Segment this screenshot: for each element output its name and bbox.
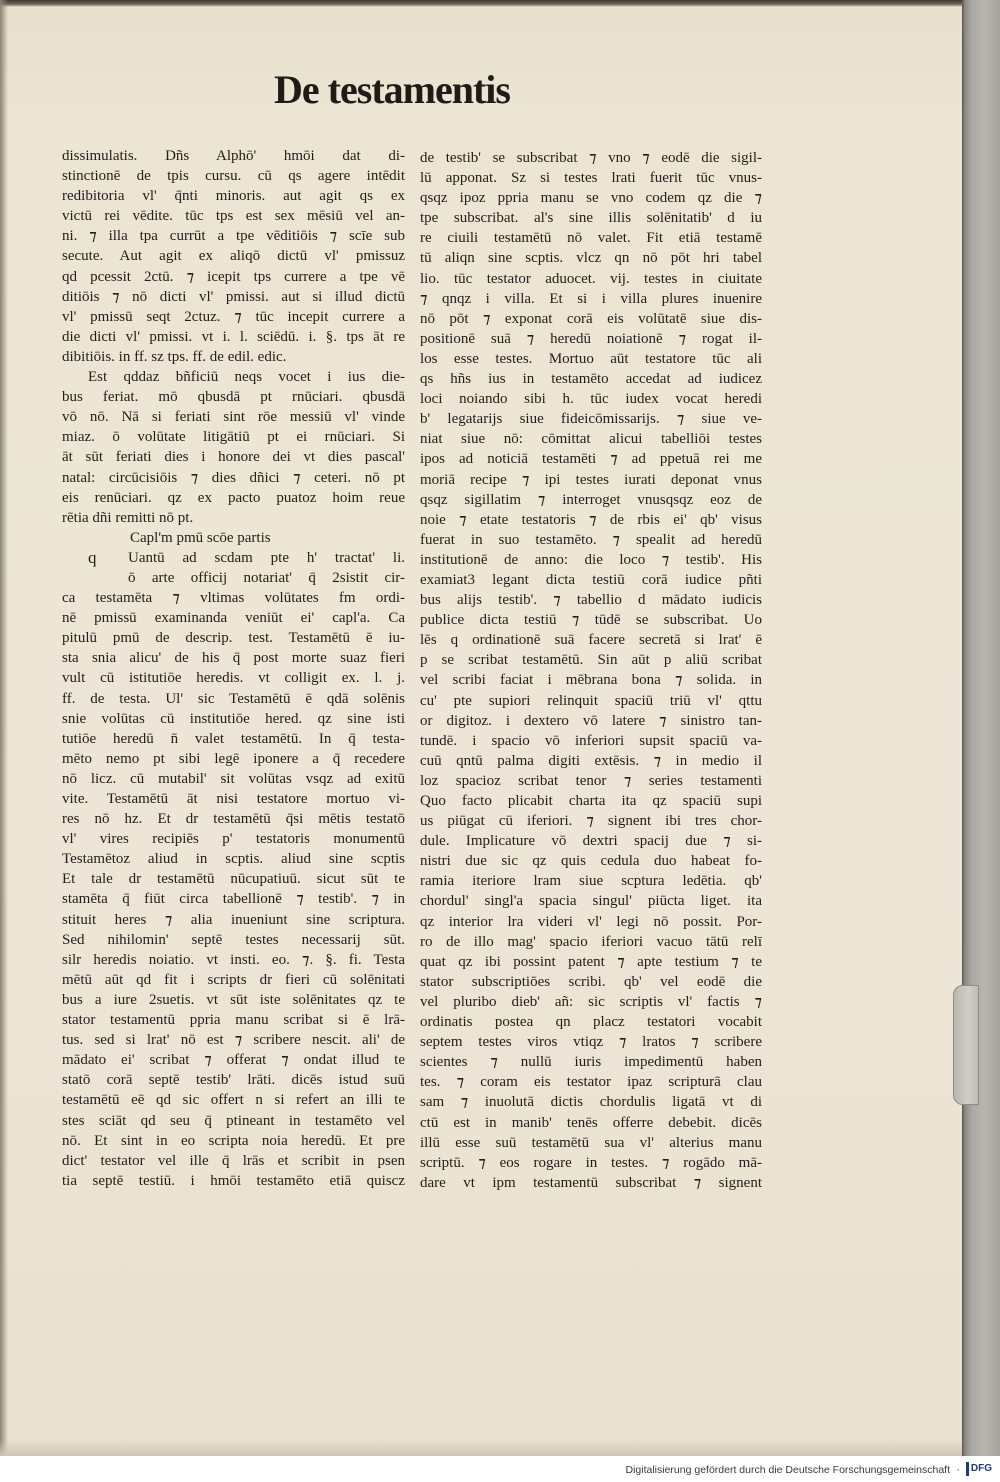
guide-letter: q	[88, 548, 97, 567]
text-line: statō corā septē testib' lrāti. dicēs istud suū	[62, 1072, 405, 1089]
text-line: tes. ⁊ coram eis testator ipaz scripturā clau	[420, 1074, 762, 1091]
text-line: nistri due sic qz quis cedula duo habeat fo-	[420, 853, 762, 870]
text-line: secute. Aut agit ex aliqō dictū vl' pmissuz	[62, 248, 405, 265]
text-line: moriā recipe ⁊ ipi testes iurati deponat vnus	[420, 471, 762, 488]
text-line: testamētū eē qd sic offert n si refert an illi te	[62, 1092, 405, 1109]
text-line: cuū qntū palma digiti extēsis. ⁊ in medio il	[420, 752, 762, 769]
text-line: chordul' singl'a spacia singul' piūcta liget. ita	[420, 893, 762, 910]
text-line: mādato ei' scribat ⁊ offerat ⁊ ondat illud te	[62, 1052, 405, 1069]
funding-notice: Digitalisierung gefördert durch die Deutsche Forschungsgemeinschaft	[625, 1464, 950, 1476]
text-line: snie volūtas cū institutiōe hered. qz sine isti	[62, 710, 405, 727]
text-line: us piūgat cū iferiori. ⁊ signent ibi tres chor-	[420, 813, 762, 830]
text-line: Quo facto plicabit charta ita qz spaciū supi	[420, 793, 762, 809]
text-line: qz interior lra videri vl' legi nō possit. Por-	[420, 913, 762, 930]
text-line: ctū est in manib' tenēs offerre debebit. dicēs	[420, 1114, 762, 1131]
text-line: redibitoria vl' q̄nti minoris. aut agit qs ex	[62, 188, 405, 205]
text-line: ō arte officij notariat' q̄ 2sistit cir-	[128, 569, 405, 586]
text-line: de testib' se subscribat ⁊ vno ⁊ eodē die sigil-	[420, 150, 762, 166]
text-line: tia septē testiū. i hmōi testamēto etiā quiscz	[62, 1172, 405, 1189]
text-line: qs hñs ius in testamēto accedat ad iudicez	[420, 371, 762, 388]
text-line: rētia dñi remitti nō pt.	[62, 509, 194, 526]
text-line: stator subscriptiōes scribi. qb' vel eodē die	[420, 973, 762, 990]
text-line: stinctionē de tpis cursu. cū qs agere intēdit	[62, 168, 405, 185]
text-line: niat siue nō: cōmittat alicui tabelliōi testes	[420, 431, 762, 448]
text-line: bus alijs testib'. ⁊ tabellio d mādato iudicis	[420, 592, 762, 609]
text-line: tpe subscribat. al's sine illis solēnitatib' d iu	[420, 210, 762, 227]
text-line: ordinatis postea qn placz testatori vocabit	[420, 1014, 762, 1031]
text-line: qsqz ipoz ppria manu se vno codem qz die ⁊	[420, 190, 762, 207]
right-text-column	[420, 148, 762, 1193]
text-line: die dicti vl' pmissi. vt i. l. sciēdū. i. §. tps āt re	[62, 328, 405, 345]
text-line: quat qz ibi possint patent ⁊ apte testium ⁊ te	[420, 953, 762, 970]
text-line: sta snia alicu' de his q̄ post morte suaz fieri	[62, 650, 405, 667]
text-line: natal: circūcisiōis ⁊ dies dñici ⁊ ceteri. nō pt	[62, 469, 405, 486]
text-line: miaz. ō volūtate litigātiū pt ei rnūciari. Si	[62, 429, 405, 446]
text-line: vult cū istitutiōe heredis. vt colligit ex. l. j.	[62, 670, 405, 687]
chapter-heading: Capl'm pmū scōe partis	[130, 529, 271, 546]
text-line: bus a iure 2suetis. vt sūt iste solēnitates qz te	[62, 991, 405, 1008]
text-line: nō licz. cū mutabil' sit volūtas vsqz ad exitū	[62, 770, 405, 787]
text-line: Sed nihilomin' septē testes necessarij sūt.	[62, 931, 405, 948]
text-line: vl' pmissū seqt 2ctuz. ⁊ tūc incepit currere a	[62, 308, 405, 325]
text-line: stituit heres ⁊ alia inueniunt sine scriptura.	[62, 911, 405, 928]
page-clip	[953, 985, 979, 1105]
text-line: stamēta q̄ fiūt circa tabellionē ⁊ testib'. ⁊ in	[62, 891, 405, 908]
text-line: dare vt ipm testamentū subscribat ⁊ signent	[420, 1174, 762, 1191]
text-line: ca testamēta ⁊ vltimas volūtates fm ordi-	[62, 590, 405, 607]
text-line: tundē. i spacio vō inferiori supsit spaciū va-	[420, 732, 762, 749]
text-line: mētū aūt qd fit i scripts dr fieri cū solēnitati	[62, 971, 405, 988]
text-line: lēs q ordinationē suā facere secretā si lrat' ē	[420, 632, 762, 649]
text-line: dibitiōis. in ff. sz tps. ff. de edil. edic.	[62, 348, 287, 365]
text-line: fuerat in suo testamēto. ⁊ spealit ad heredū	[420, 531, 762, 548]
text-line: p se scribat testamētū. Sin aūt p aliū scribat	[420, 652, 762, 669]
text-line: stes sciāt qd seu q̄ ptineant in testamēto vel	[62, 1112, 405, 1129]
running-title: De testamentis	[274, 67, 510, 112]
text-line: nō. Et sint in eo scripta noia heredū. Et pre	[62, 1132, 405, 1149]
text-line: qd pcessit 2ctū. ⁊ icepit tps currere a tpe vē	[62, 268, 405, 285]
text-line: positionē suā ⁊ heredū noiationē ⁊ rogat il-	[420, 330, 762, 347]
scan-border-bottom	[0, 1440, 1000, 1456]
left-text-column	[62, 146, 405, 1191]
text-line: noie ⁊ etate testatoris ⁊ de rbis ei' qb' visus	[420, 511, 762, 528]
text-line: Et tale dr testamētū nūcupatiuū. sicut sūt te	[62, 871, 405, 888]
text-line: tutiōe heredū n̄ valet testamētū. In q̄ testa-	[62, 730, 405, 747]
text-line: or digitoz. i dextero vō latere ⁊ sinistro tan-	[420, 712, 762, 729]
text-line: scriptū. ⁊ eos rogare in testes. ⁊ rogādo mā-	[420, 1154, 762, 1171]
text-line: vel pluribo dieb' añ: sic scriptis vl' factis ⁊	[420, 993, 762, 1010]
text-line: nē pmissū examinanda veniūt ei' capl'a. Ca	[62, 610, 405, 627]
scan-border-top	[0, 0, 1000, 7]
text-line: lū apponat. Sz si testes lrati fuerit tūc vnus-	[420, 170, 762, 187]
text-line: mēto nemo pt sibi legē iponere a q̄ recedere	[62, 750, 405, 767]
text-line: qsqz sigillatim ⁊ interroget vnusqsqz eoz de	[420, 491, 762, 508]
text-line: bus feriat. mō qbusdā pt rnūciari. qbusdā	[62, 389, 405, 406]
text-line: tus. sed si lrat' nō est ⁊ scribere nescit. ali' de	[62, 1032, 405, 1049]
text-line: Testamētoz aliud in scptis. aliud sine scptis	[62, 851, 405, 868]
text-line: illū esse suū testamētū sua vl' alterius manu	[420, 1134, 762, 1151]
text-line: vel scribi faciat i mēbrana bona ⁊ solida. in	[420, 672, 762, 689]
binding-edge	[962, 0, 1000, 1456]
text-line: sam ⁊ inuolutā dictis chordulis ligatā vt di	[420, 1094, 762, 1111]
text-line: loci noiando sibi h. tūc iudex vocat heredi	[420, 391, 762, 408]
text-line: dissimulatis. Dñs Alphō' hmōi dat di-	[62, 148, 405, 164]
text-line: dict' testator vel ille q̄ lrās et scribit in psen	[62, 1152, 405, 1169]
text-line: ff. de testa. Ul' sic Testamētū ē qdā solēnis	[62, 690, 405, 707]
text-line: ro de illo mag' spacio iferiori vacuo tātū relī	[420, 933, 762, 950]
dfg-logo: DFG	[966, 1462, 994, 1476]
text-line: Est qddaz bñficiū neqs vocet i ius die-	[88, 369, 405, 386]
text-line: Uantū ad scdam pte h' tractat' li.	[128, 549, 405, 566]
text-line: nō pōt ⁊ exponat corā eis volūtatē siue dis-	[420, 310, 762, 327]
scan-border-left	[0, 0, 8, 1456]
text-line: ramia iteriore lram siue scptura ledētia. qb'	[420, 873, 762, 890]
text-line: dule. Implicature vō dextri spacij due ⁊ si-	[420, 833, 762, 850]
text-line: cu' pte supiori relinquit spaciū triū vl' qttu	[420, 692, 762, 709]
text-line: los esse testes. Mortuo aūt testatore tūc ali	[420, 350, 762, 367]
text-line: silr heredis noiatio. vt insti. eo. ⁊. §. fi. Testa	[62, 951, 405, 968]
text-line: āt sūt feriati dies i honore dei vt dies pascal'	[62, 449, 405, 466]
text-line: loz spacioz scribat tenor ⁊ series testamenti	[420, 772, 762, 789]
text-line: vō nō. Nā si feriati sint rōe messiū vl' vinde	[62, 409, 405, 426]
text-line: ditiōis ⁊ nō dicti vl' pmissi. aut si illud dictū	[62, 288, 405, 305]
footer-bar	[0, 1456, 1000, 1482]
footer-separator: ·	[956, 1464, 960, 1476]
text-line: ipos ad noticiā testamēti ⁊ ad ppetuā rei me	[420, 451, 762, 468]
text-line: res nō hz. Et dr testamētū q̄si mētis testatō	[62, 811, 405, 828]
text-line: scientes ⁊ nullū iuris impedimentū haben	[420, 1054, 762, 1071]
text-line: victū rei vēdite. tūc tps est sex mēsiū vel an-	[62, 208, 405, 225]
text-line: stator testamentū ppria manu scribat si ē lrā-	[62, 1012, 405, 1029]
text-line: vl' vires recipiēs p' testatoris monumentū	[62, 831, 405, 848]
text-line: publice dicta testiū ⁊ tūdē se subscribat. Uo	[420, 612, 762, 629]
text-line: ni. ⁊ illa tpa currūt a tpe vēditiōis ⁊ scīe sub	[62, 228, 405, 245]
text-line: vite. Testamētū āt nisi testatore mortuo vi-	[62, 791, 405, 807]
text-line: eis renūciari. qz ex pacto puatoz hoim reue	[62, 489, 405, 506]
text-line: tū aliqn sine scptis. vlcz qn nō pōt hri tabel	[420, 250, 762, 267]
text-line: pitulū pmū de descrip. test. Testamētū ē iu-	[62, 630, 405, 647]
text-line: septem testes viros vtiqz ⁊ lratos ⁊ scribere	[420, 1034, 762, 1051]
text-line: examiat3 legant dicta testiū corā iudice pñti	[420, 571, 762, 588]
text-line: ⁊ qnqz i villa. Et si i villa plures inuenire	[420, 290, 762, 307]
text-line: lio. tūc testator aduocet. vij. testes in ciuitate	[420, 270, 762, 287]
text-line: b' legatarijs siue fideicōmissarijs. ⁊ siue ve-	[420, 411, 762, 428]
text-line: re ciuili testamētū nō valet. Fit etiā testamē	[420, 230, 762, 247]
text-line: institutionē de anno: die loco ⁊ testib'. His	[420, 551, 762, 568]
